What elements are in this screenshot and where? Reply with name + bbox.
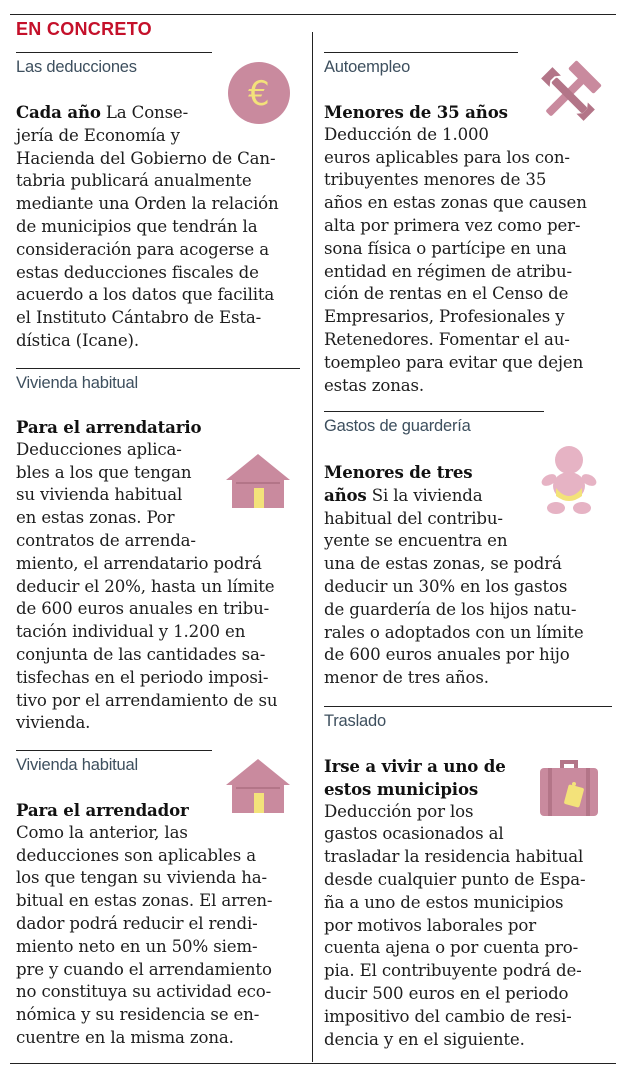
text-line: miento, el arrendatario podrá — [16, 553, 262, 573]
text-line: deducir el 20%, hasta un límite — [16, 576, 275, 596]
lead-heading: Menores de tres — [324, 462, 473, 482]
text-line: tribuyentes menores de 35 — [324, 170, 547, 190]
section-rule — [16, 368, 300, 369]
text-line: bitual en estas zonas. El arren- — [16, 891, 273, 911]
text-line: nómica y su residencia se en- — [16, 1005, 260, 1025]
text-line: sona física o partícipe en una — [324, 238, 567, 258]
text-line: tivo por el arrendamiento de su — [16, 690, 278, 710]
text-line: por motivos laborales por — [324, 915, 537, 935]
deducciones-line-1: Cada año La Conse- — [16, 102, 189, 122]
text-line: cuentre en la misma zona. — [16, 1027, 234, 1047]
text-line: rales o adoptados con un límite — [324, 622, 584, 642]
text-line: Deducciones aplica- — [16, 439, 182, 459]
text-line: ción de rentas en el Censo de — [324, 284, 569, 304]
section-rule — [324, 411, 544, 412]
text-line: entidad en régimen de atribu- — [324, 261, 572, 281]
traslado-body — [324, 755, 614, 1051]
text-line: de guardería de los hijos natu- — [324, 599, 577, 619]
lead-heading: Para el arrendador — [16, 800, 189, 820]
text-line: miento neto en un 50% siem- — [16, 936, 258, 956]
section-title-vivienda-2: Vivienda habitual — [16, 756, 138, 774]
text-line: yente se encuentra en — [324, 531, 508, 551]
text-line: Deducción de 1.000 — [324, 124, 489, 144]
text-line: tabria publicará anualmente — [16, 171, 252, 191]
text-line: tisfechas en el periodo imposi- — [16, 667, 269, 687]
text-line: años en estas zonas que causen — [324, 193, 587, 213]
section-title-guarderia: Gastos de guardería — [324, 417, 471, 435]
text-line: ducir 500 euros en el periodo — [324, 983, 569, 1003]
text-line: el Instituto Cántabro de Esta- — [16, 308, 262, 328]
section-rule — [16, 750, 212, 751]
guarderia-body — [324, 461, 614, 690]
section-title-autoempleo: Autoempleo — [324, 58, 411, 76]
text-line: deducciones son aplicables a — [16, 845, 256, 865]
text-line: consideración para acogerse a — [16, 239, 269, 259]
text-line: dística (Icane). — [16, 330, 139, 350]
column-divider — [312, 32, 313, 1062]
text-line: Deducción por los — [324, 801, 474, 821]
svg-text:€: € — [248, 74, 270, 114]
lead-heading: Para el arrendatario — [16, 417, 202, 437]
top-rule — [10, 14, 616, 15]
text-line: contratos de arrenda- — [16, 530, 196, 550]
text-line: Hacienda del Gobierno de Can- — [16, 148, 276, 168]
text-line: de 600 euros anuales en tribu- — [16, 599, 270, 619]
guarderia-line-2: años Si la vivienda — [324, 484, 483, 505]
text-line: jería de Economía y — [16, 125, 180, 145]
deducciones-body — [16, 101, 306, 353]
text-line: no constituya su actividad eco- — [16, 982, 272, 1002]
section-kicker: EN CONCRETO — [16, 19, 152, 39]
text-line: toempleo para evitar que dejen — [324, 352, 584, 372]
text-line: pia. El contribuyente podrá de- — [324, 961, 582, 981]
text-line: bles a los que tengan — [16, 462, 192, 482]
text-line: Retenedores. Fomentar el au- — [324, 329, 570, 349]
lead-heading: estos municipios — [324, 778, 479, 799]
text-line: dencia y en el siguiente. — [324, 1029, 525, 1049]
text-line: una de estas zonas, se podrá — [324, 554, 562, 574]
text-line: estas zonas. — [324, 375, 424, 395]
text-line: su vivienda habitual — [16, 485, 183, 505]
text-line: acuerdo a los datos que facilita — [16, 285, 275, 305]
autoempleo-body — [324, 101, 614, 397]
section-rule — [324, 52, 518, 53]
text-line: Como la anterior, las — [16, 822, 188, 842]
text-line: dador podrá reducir el rendi- — [16, 913, 258, 933]
text-line: gastos ocasionados al — [324, 824, 504, 844]
text-line: ña a uno de estos municipios — [324, 892, 564, 912]
text-line: pre y cuando el arrendamiento — [16, 959, 272, 979]
text-line: en estas zonas. Por — [16, 508, 175, 528]
text-line: desde cualquier punto de Espa- — [324, 869, 586, 889]
section-title-deducciones: Las deducciones — [16, 58, 137, 76]
text-line: Empresarios, Profesionales y — [324, 307, 565, 327]
text-line: conjunta de las cantidades sa- — [16, 644, 266, 664]
text-line: menor de tres años. — [324, 668, 489, 688]
vivienda-arrendador-body — [16, 799, 306, 1050]
text-line: cuenta ajena o por cuenta pro- — [324, 938, 579, 958]
text-line: mediante una Orden la relación — [16, 194, 279, 214]
text-line: de municipios que tendrán la — [16, 216, 258, 236]
text-line: euros aplicables para los con- — [324, 147, 570, 167]
text-line: tación individual y 1.200 en — [16, 622, 246, 642]
text-line: de 600 euros anuales por hijo — [324, 645, 570, 665]
section-title-traslado: Traslado — [324, 712, 386, 730]
text-line: deducir un 30% en los gastos — [324, 576, 568, 596]
section-rule — [16, 52, 212, 53]
text-line: los que tengan su vivienda ha- — [16, 868, 267, 888]
vivienda-arrendatario-body — [16, 416, 306, 735]
text-line: estas deducciones fiscales de — [16, 262, 259, 282]
text-line: impositivo del cambio de resi- — [324, 1006, 572, 1026]
bottom-rule — [10, 1063, 616, 1064]
text-line: vivienda. — [16, 713, 91, 733]
text-line: alta por primera vez como per- — [324, 215, 581, 235]
section-title-vivienda-1: Vivienda habitual — [16, 374, 138, 392]
section-rule — [324, 706, 612, 707]
text-line: habitual del contribu- — [324, 508, 503, 528]
lead-heading: Menores de 35 años — [324, 102, 508, 122]
text-line: trasladar la residencia habitual — [324, 847, 584, 867]
lead-heading: Irse a vivir a uno de — [324, 756, 506, 776]
